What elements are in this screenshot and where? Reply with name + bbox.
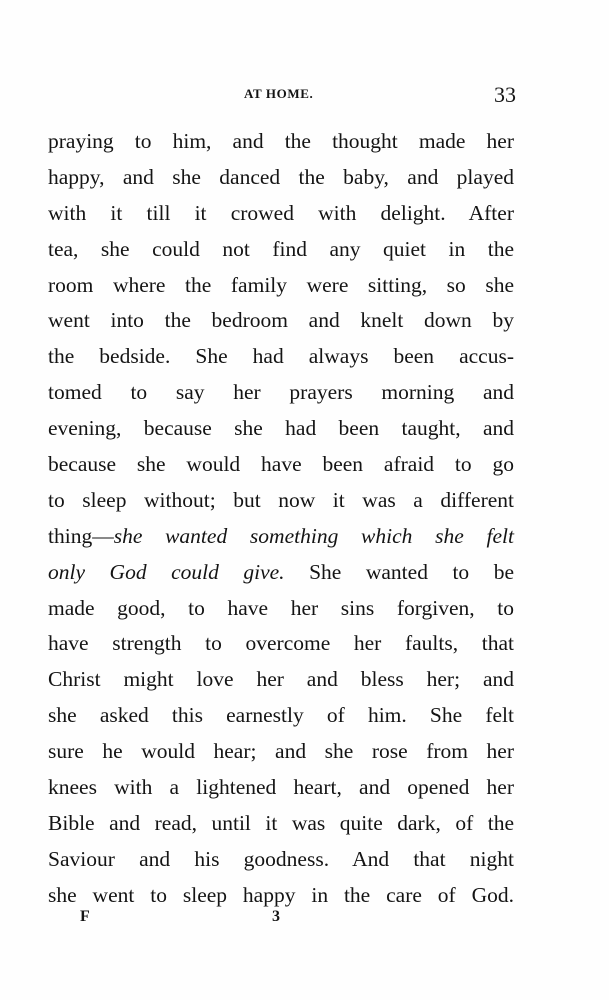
- text-line: the bedside. She had always been accus-: [48, 344, 514, 369]
- text-line: knees with a lightened heart, and opened her: [48, 775, 514, 800]
- text-line: made good, to have her sins forgiven, to: [48, 595, 514, 620]
- text-line: room where the family were sitting, so she: [48, 272, 514, 297]
- text-line: she asked this earnestly of him. She felt: [48, 703, 514, 728]
- text-line: Saviour and his goodness. And that night: [48, 846, 514, 871]
- text-line: happy, and she danced the baby, and played: [48, 164, 514, 189]
- text-line: praying to him, and the thought made her: [48, 129, 514, 153]
- text-line: evening, because she had been taught, and: [48, 416, 514, 441]
- body-text: [48, 124, 514, 914]
- text-line: [48, 519, 514, 555]
- sheet-number: 3: [272, 908, 280, 925]
- line-plain-part: She wanted to be: [284, 559, 514, 584]
- italic-phrase: only God could give.: [48, 559, 285, 584]
- page-number: 33: [494, 82, 516, 107]
- running-title: AT HOME.: [244, 86, 314, 101]
- text-line: have strength to overcome her faults, that: [48, 631, 514, 656]
- text-line: tea, she could not find any quiet in the: [48, 236, 514, 261]
- text-line: tomed to say her prayers morning and: [48, 380, 514, 405]
- text-line: with it till it crowed with delight. After: [48, 200, 514, 225]
- text-line: Bible and read, until it was quite dark, of the: [48, 810, 514, 835]
- page-footer: [48, 906, 516, 932]
- text-line: she went to sleep happy in the care of God.: [48, 882, 514, 907]
- text-line: Christ might love her and bless her; and: [48, 667, 514, 692]
- text-line: went into the bedroom and knelt down by: [48, 308, 514, 333]
- italic-phrase: she wanted something which she felt: [113, 523, 514, 548]
- signature-mark: F: [80, 908, 90, 925]
- running-head: [48, 82, 516, 110]
- text-line: to sleep without; but now it was a different: [48, 487, 514, 512]
- text-line: sure he would hear; and she rose from her: [48, 739, 514, 764]
- text-line: because she would have been afraid to go: [48, 452, 514, 477]
- line-plain-part: thing—: [48, 523, 114, 548]
- text-line: [48, 555, 514, 591]
